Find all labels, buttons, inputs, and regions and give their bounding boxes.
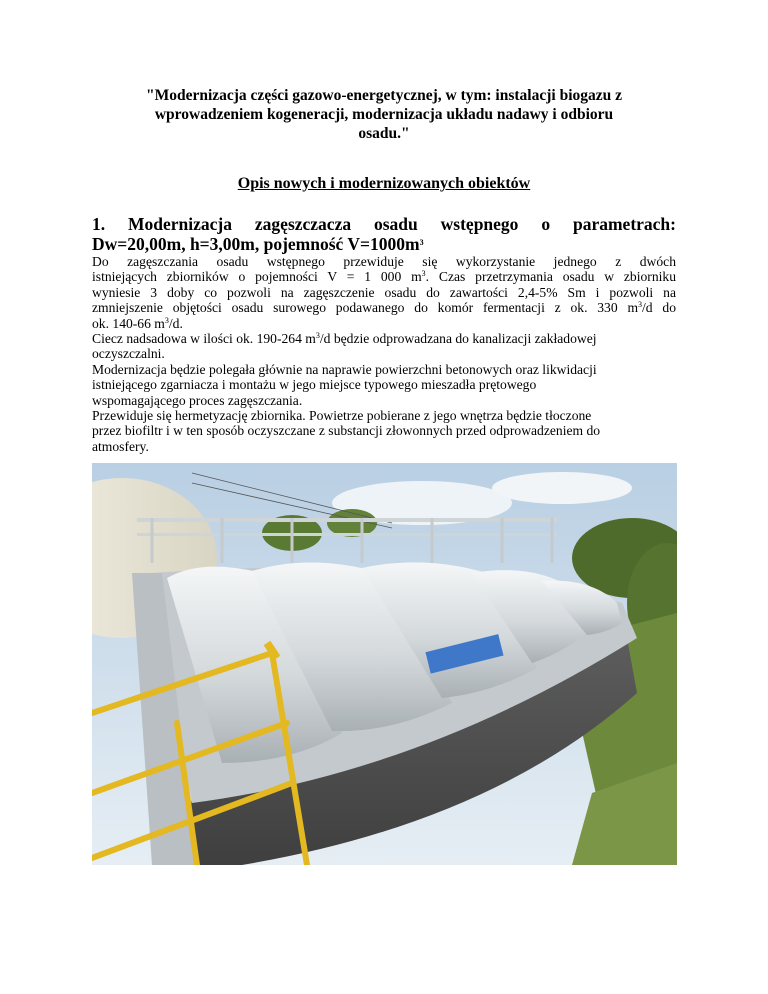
paragraph-line: Modernizacja będzie polegała głównie na naprawie powierzchni betonowych oraz likwidacji: [92, 361, 597, 377]
section-heading: [92, 214, 676, 254]
section-heading-line2: [92, 234, 676, 254]
superscript: 3: [419, 238, 424, 247]
paragraph-line: [92, 316, 676, 331]
superscript: 3: [164, 315, 169, 325]
paragraph-line: wyniesie 3 doby co pozwoli na zagęszczenie osadu do zawartości 2,4-5% Sm i pozwoli na: [92, 284, 676, 300]
document-title: [95, 86, 673, 143]
heading-word: wstępnego: [440, 214, 519, 234]
tank-photo-illustration: [92, 463, 677, 865]
heading-word: zagęszczacza: [254, 214, 352, 234]
paragraph-line: Przewiduje się hermetyzację zbiornika. Powietrze pobierane z jego wnętrza będzie tłoczone: [92, 408, 592, 424]
text-run: /d.: [168, 315, 183, 331]
paragraph-line: [92, 300, 676, 315]
paragraph-line: przez biofiltr i w ten sposób oczyszczane z substancji złowonnych przed odprowadzeniem do: [92, 423, 601, 439]
document-subtitle: Opis nowych i modernizowanych obiektów: [237, 175, 531, 192]
superscript: 3: [638, 300, 643, 310]
heading-word: osadu: [373, 214, 418, 234]
body-text: [92, 254, 676, 454]
heading-word: Modernizacja: [128, 214, 233, 234]
section-heading-line1: [92, 214, 676, 234]
paragraph-line: wspomagającego proces zagęszczania.: [92, 392, 303, 408]
heading-word: parametrach:: [572, 214, 676, 234]
text-run: /d do: [642, 300, 676, 316]
paragraph-line: istniejącego zgarniacza i montażu w jego miejsce typowego mieszadła prętowego: [92, 377, 537, 393]
text-run: istniejących zbiorników o pojemności V = 1 000 m: [92, 269, 422, 285]
text-run: ok. 140-66 m: [92, 315, 165, 331]
paragraph-line: [92, 331, 676, 346]
paragraph-line: atmosfery.: [92, 438, 149, 454]
text-run: zmniejszenie objętości osadu surowego podawanego do komór fermentacji z ok. 330 m: [92, 300, 639, 316]
paragraph-line: oczyszczalni.: [92, 346, 165, 362]
heading-parameters: Dw=20,00m, h=3,00m, pojemność V=1000m: [92, 234, 420, 254]
heading-word: o: [541, 214, 551, 234]
title-line: "Modernizacja części gazowo-energetycznej, w tym: instalacji biogazu z: [145, 87, 623, 104]
title-line: osadu.": [358, 125, 410, 142]
title-line: wprowadzeniem kogeneracji, modernizacja układu nadawy i odbioru: [154, 106, 614, 123]
text-run: . Czas przetrzymania osadu w zbiorniku: [425, 269, 676, 285]
superscript: 3: [421, 269, 426, 279]
text-run: Ciecz nadsadowa w ilości ok. 190-264 m: [92, 331, 316, 347]
tank-photo: [92, 463, 677, 865]
paragraph-line: Do zagęszczania osadu wstępnego przewiduje się wykorzystanie jednego z dwóch: [92, 254, 676, 269]
heading-word: 1.: [92, 214, 106, 234]
superscript: 3: [315, 331, 320, 341]
text-run: /d będzie odprowadzana do kanalizacji zakładowej: [319, 331, 597, 347]
paragraph-line: [92, 269, 676, 284]
